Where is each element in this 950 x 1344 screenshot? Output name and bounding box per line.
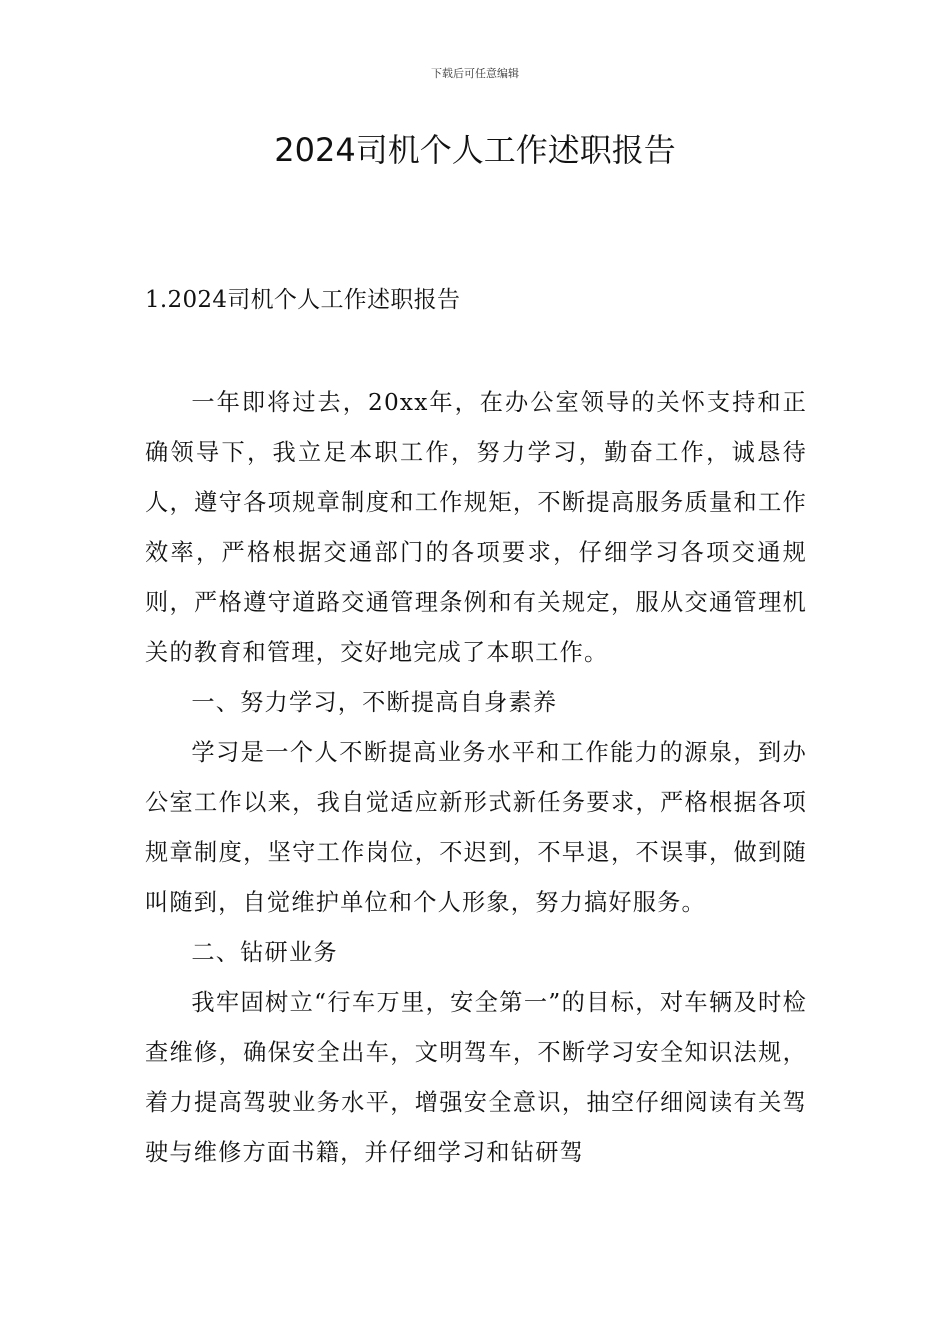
section-heading: 1.2024司机个人工作述职报告 [145, 287, 461, 313]
header-note: 下载后可任意编辑 [431, 67, 519, 80]
document-title: 2024司机个人工作述职报告 [274, 131, 676, 169]
paragraph-study: 学习是一个人不断提高业务水平和工作能力的源泉，到办公室工作以来，我自觉适应新形式新任务要求，严格根据各项规章制度，坚守工作岗位，不迟到，不早退，不误事，做到随叫随到，自觉维护单位和个人形象，努力搞好服务。 [145, 739, 807, 916]
paragraph-business: 我牢固树立“行车万里，安全第一”的目标，对车辆及时检查维修，确保安全出车，文明驾车，不断学习安全知识法规，着力提高驾驶业务水平，增强安全意识，抽空仔细阅读有关驾驶与维修方面书籍，并仔细学习和钻研驾 [145, 989, 807, 1166]
subheading-business: 二、钻研业务 [191, 939, 338, 966]
subheading-study: 一、努力学习，不断提高自身素养 [191, 689, 558, 716]
paragraph-intro: 一年即将过去，20xx年，在办公室领导的关怀支持和正确领导下，我立足本职工作，努力学习，勤奋工作，诚恳待人，遵守各项规章制度和工作规矩，不断提高服务质量和工作效率，严格根据交通部门的各项要求，仔细学习各项交通规则，严格遵守道路交通管理条例和有关规定，服从交通管理机关的教育和管理，交好地完成了本职工作。 [145, 389, 807, 666]
document-body [145, 378, 807, 1178]
